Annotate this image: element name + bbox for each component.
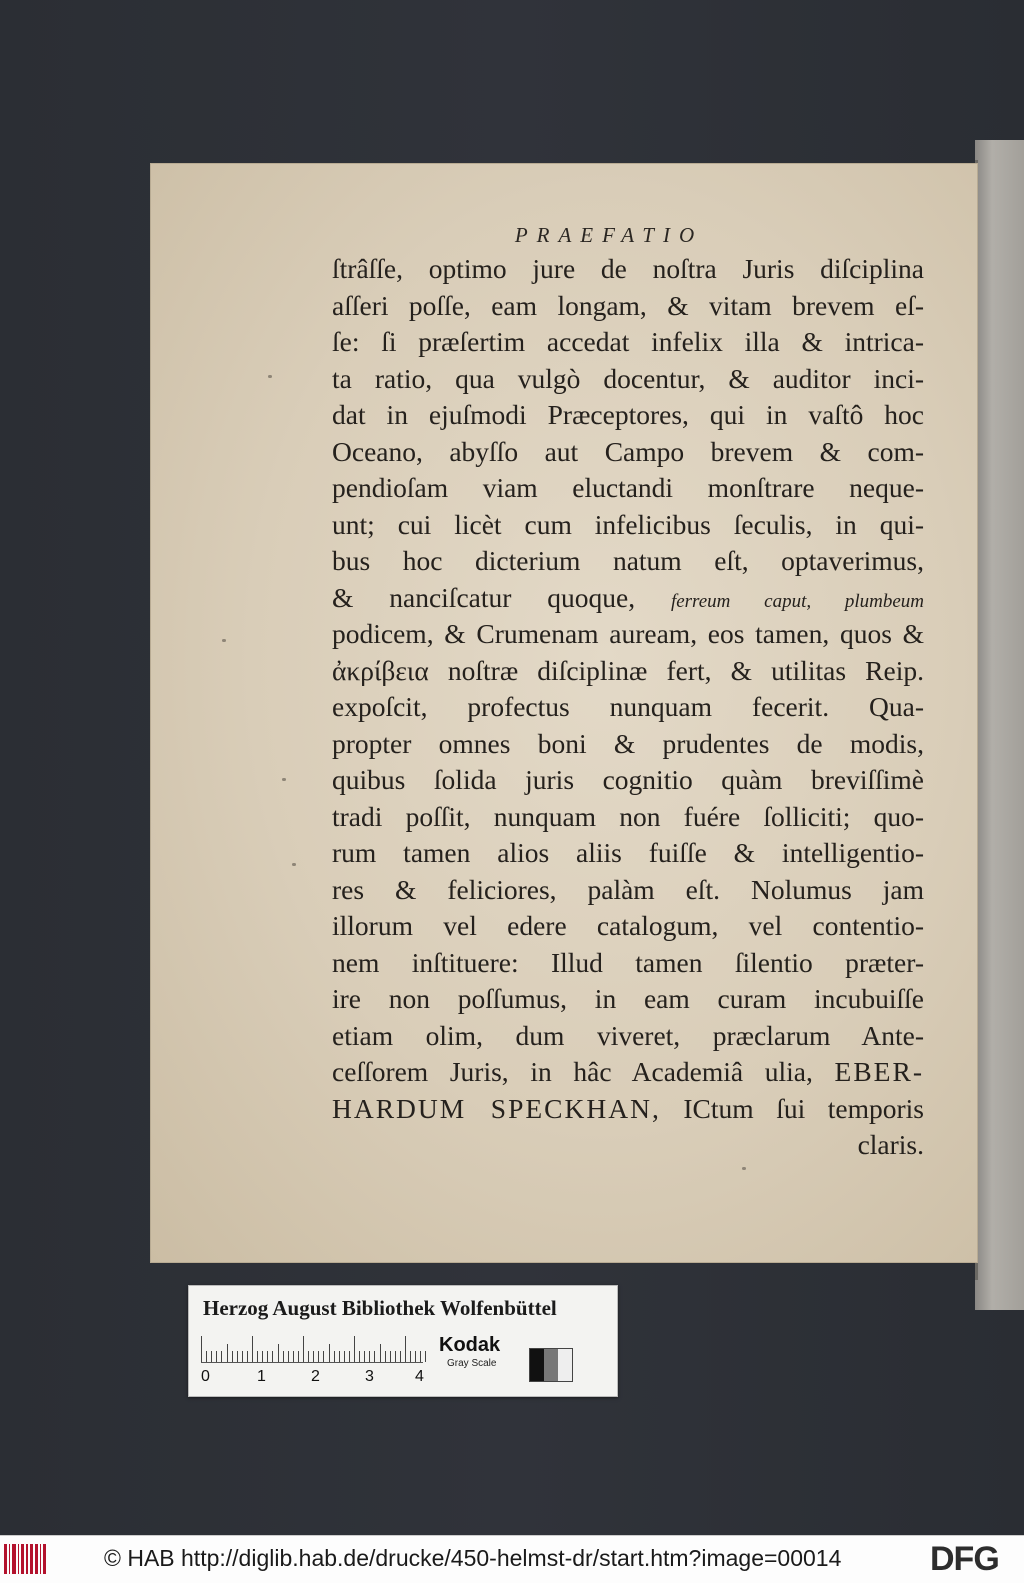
- ruler-tick: [369, 1351, 370, 1362]
- kodak-logo: Kodak: [439, 1334, 501, 1356]
- ruler-tick: [262, 1351, 263, 1362]
- ruler-tick: [354, 1336, 355, 1362]
- ruler-tick: [257, 1351, 258, 1362]
- hab-barcode-logo-icon: [4, 1544, 46, 1574]
- ruler-tick: [400, 1351, 401, 1362]
- ruler-tick: [278, 1344, 279, 1362]
- ruler-tick: [374, 1351, 375, 1362]
- ruler-tick: [405, 1336, 406, 1362]
- name-small-caps: HARDUM SPECKHAN,: [332, 1092, 661, 1124]
- ruler-tick: [206, 1351, 207, 1362]
- ruler-tick: [252, 1336, 253, 1362]
- gray-swatches: [529, 1348, 573, 1382]
- text-line: ſtrâſſe, optimo jure de noſtra Juris diſciplina: [332, 253, 924, 284]
- color-scale-card: [188, 1285, 618, 1397]
- ruler-tick: [227, 1344, 228, 1362]
- text-line: illorum vel edere catalogum, vel contentio-: [332, 910, 924, 941]
- page-header: PRAEFATIO: [514, 223, 704, 247]
- text-segment: ceſſorem Juris, in hâc Academiâ ulia,: [332, 1056, 813, 1087]
- text-line: [332, 1091, 924, 1128]
- text-line: expoſcit, profectus nunquam fecerit. Qua-: [332, 691, 924, 722]
- text-line: podicem, & Crumenam auream, eos tamen, quos &: [332, 618, 924, 649]
- text-segment: ICtum ſui temporis: [683, 1092, 925, 1124]
- logo-bar: [40, 1544, 42, 1574]
- ruler-tick: [298, 1351, 299, 1362]
- paper-speck: [742, 1167, 746, 1170]
- paper-speck: [268, 375, 272, 378]
- text-line: res & feliciores, palàm eſt. Nolumus jam: [332, 873, 924, 905]
- ruler-number: 0: [201, 1368, 210, 1385]
- text-line: Oceano, abyſſo aut Campo brevem & com-: [332, 435, 924, 467]
- ruler-tick: [318, 1351, 319, 1362]
- ruler-tick: [313, 1351, 314, 1362]
- ruler-tick: [410, 1351, 411, 1362]
- ruler-tick: [420, 1351, 421, 1362]
- book-page: [150, 163, 978, 1263]
- text-line: quibus ſolida juris cognitio quàm breviſſimè: [332, 764, 924, 795]
- text-line: [332, 580, 924, 617]
- paper-speck: [292, 863, 296, 866]
- logo-bar: [35, 1544, 38, 1574]
- italic-phrase: ferreum caput, plumbeum: [670, 590, 924, 612]
- ruler-number: 4: [415, 1368, 424, 1385]
- gray-scale-label: Gray Scale: [447, 1358, 497, 1369]
- ruler-tick: [380, 1344, 381, 1362]
- text-line: dat in ejuſmodi Præceptores, qui in vaſtô hoc: [332, 399, 924, 430]
- ruler-tick: [395, 1351, 396, 1362]
- ruler-tick: [344, 1351, 345, 1362]
- ruler-tick: [283, 1351, 284, 1362]
- ruler-tick: [415, 1351, 416, 1362]
- gray-swatch: [558, 1349, 572, 1381]
- ruler-tick: [221, 1351, 222, 1362]
- ruler-tick: [364, 1351, 365, 1362]
- logo-bar: [4, 1544, 7, 1574]
- text-line: etiam olim, dum viveret, præclarum Ante-: [332, 1019, 924, 1051]
- text-line: ἀκρίβεια noſtræ diſciplinæ fert, & utilitas Reip.: [332, 654, 924, 686]
- gray-swatch: [530, 1349, 544, 1381]
- text-line: nem inſtituere: Illud tamen ſilentio præter-: [332, 946, 924, 978]
- footer-copyright-url: © HAB http://diglib.hab.de/drucke/450-helmst-dr/start.htm?image=00014: [104, 1545, 842, 1571]
- logo-bar: [30, 1544, 33, 1574]
- ruler: [201, 1334, 423, 1363]
- paper-speck: [282, 778, 286, 781]
- logo-bar: [9, 1544, 11, 1574]
- scale-card-title: Herzog August Bibliothek Wolfenbüttel: [203, 1296, 557, 1320]
- ruler-tick: [323, 1351, 324, 1362]
- adjacent-page-edge: [975, 140, 1024, 1310]
- ruler-tick: [329, 1344, 330, 1362]
- ruler-tick: [390, 1351, 391, 1362]
- ruler-tick: [201, 1336, 202, 1362]
- name-small-caps: EBER-: [834, 1056, 924, 1087]
- ruler-tick: [267, 1351, 268, 1362]
- text-line: unt; cui licèt cum infelicibus ſeculis, in qui-: [332, 508, 924, 540]
- ruler-number: 3: [365, 1368, 374, 1385]
- footer-bar: [0, 1535, 1024, 1583]
- ruler-tick: [334, 1351, 335, 1362]
- catchword: claris.: [857, 1129, 924, 1160]
- ruler-tick: [232, 1351, 233, 1362]
- logo-bar: [43, 1544, 46, 1574]
- ruler-tick: [237, 1351, 238, 1362]
- text-line: rum tamen alios aliis fuiſſe & intelligentio-: [332, 837, 924, 868]
- ruler-tick: [349, 1351, 350, 1362]
- ruler-tick: [293, 1351, 294, 1362]
- text-line: ire non poſſumus, in eam curam incubuiſſe: [332, 983, 924, 1014]
- ruler-tick: [303, 1336, 304, 1362]
- ruler-tick: [211, 1351, 212, 1362]
- gray-swatch: [544, 1349, 558, 1381]
- text-segment: & nanciſcatur quoque,: [332, 581, 636, 613]
- ruler-number: 1: [257, 1368, 266, 1385]
- ruler-tick: [385, 1351, 386, 1362]
- paper-speck: [222, 639, 226, 642]
- text-line: pendioſam viam eluctandi monſtrare neque-: [332, 472, 924, 503]
- ruler-tick: [425, 1351, 426, 1362]
- ruler-tick: [308, 1351, 309, 1362]
- text-line: propter omnes boni & prudentes de modis,: [332, 727, 924, 759]
- ruler-tick: [272, 1351, 273, 1362]
- logo-bar: [18, 1544, 20, 1574]
- ruler-tick: [216, 1351, 217, 1362]
- ruler-number: 2: [311, 1368, 320, 1385]
- dfg-logo: DFG: [930, 1540, 999, 1578]
- logo-bar: [12, 1544, 15, 1574]
- text-line: tradi poſſit, nunquam non fuére ſolliciti; quo-: [332, 800, 924, 832]
- text-line: ta ratio, qua vulgò docentur, & auditor inci-: [332, 362, 924, 394]
- ruler-tick: [339, 1351, 340, 1362]
- ruler-tick: [247, 1351, 248, 1362]
- page-body-text: [332, 251, 924, 1164]
- text-line: aſſeri poſſe, eam longam, & vitam brevem eſ-: [332, 289, 924, 321]
- text-line: [332, 1054, 924, 1091]
- ruler-tick: [242, 1351, 243, 1362]
- text-line: ſe: ſi præſertim accedat infelix illa & intrica-: [332, 326, 924, 357]
- ruler-tick: [288, 1351, 289, 1362]
- ruler-tick: [359, 1351, 360, 1362]
- logo-bar: [26, 1544, 28, 1574]
- text-line: bus hoc dicterium natum eſt, optaverimus,: [332, 545, 924, 576]
- logo-bar: [21, 1544, 24, 1574]
